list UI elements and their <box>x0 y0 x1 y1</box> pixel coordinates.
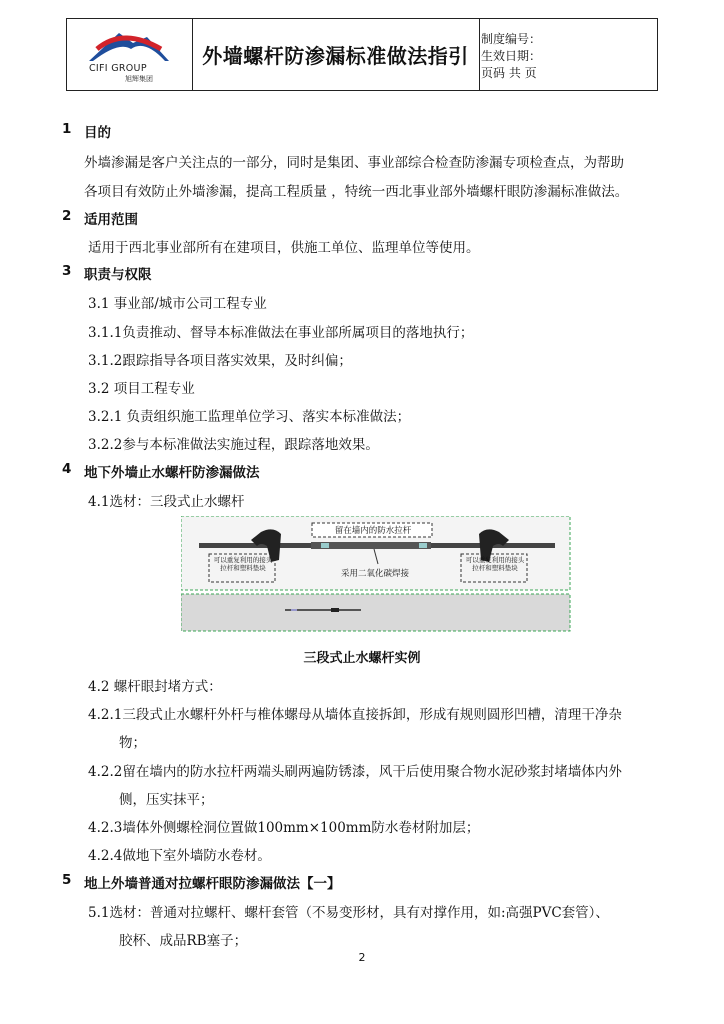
meta-code: 制度编号： <box>481 32 542 46</box>
section-number: 1 <box>62 121 72 137</box>
page-number: 2 <box>358 951 366 964</box>
section-title: 目的 <box>84 125 111 141</box>
para-3-2-1: 3.2.1 负责组织施工监理单位学习、落实本标准做法； <box>88 409 411 425</box>
logo-name: CIFI GROUP <box>89 63 147 74</box>
section-number: 4 <box>62 461 72 477</box>
document-header <box>66 18 658 91</box>
para-5-1-line1: 5.1选材：普通对拉螺杆、螺杆套管（不易变形材，具有对撑作用，如:高强PVC套管）、 <box>88 905 609 921</box>
para-4-2-1-line2: 物； <box>119 735 146 751</box>
document-meta <box>479 19 657 90</box>
para-3-2-2: 3.2.2参与本标准做法实施过程，跟踪落地效果。 <box>88 437 379 453</box>
para-3-1-1: 3.1.1负责推动、督导本标准做法在事业部所属项目的落地执行； <box>88 325 474 341</box>
para-4-2-2-line1: 4.2.2留在墙内的防水拉杆两端头刷两遍防锈漆，风干后使用聚合物水泥砂浆封堵墙体内外 <box>88 764 622 780</box>
para-purpose-line2: 各项目有效防止外墙渗漏，提高工程质量 ，特统一西北事业部外墙螺杆眼防渗漏标准做法。 <box>84 184 629 200</box>
meta-pages: 页码 共 页 <box>481 66 537 80</box>
para-4-2-2-line2: 侧，压实抹平； <box>119 792 214 808</box>
para-4-2-4: 4.2.4做地下室外墙防水卷材。 <box>88 848 271 864</box>
meta-date: 生效日期： <box>481 49 542 63</box>
document-title: 外墙螺杆防渗漏标准做法指引 <box>192 19 480 90</box>
para-4-2-3: 4.2.3墙体外侧螺栓洞位置做100mm×100mm防水卷材附加层； <box>88 820 480 836</box>
section-number: 5 <box>62 872 72 888</box>
para-3-2: 3.2 项目工程专业 <box>88 381 195 397</box>
section-title: 适用范围 <box>84 212 138 228</box>
logo-subtitle: 旭辉集团 <box>125 75 153 83</box>
fig-label-right: 可以重复利用的接头拉杆和塑料垫块 <box>465 556 525 572</box>
fig-label-left: 可以重复利用的接头拉杆和塑料垫块 <box>213 556 273 572</box>
section-title: 地下外墙止水螺杆防渗漏做法 <box>84 465 260 481</box>
para-4-2-1-line1: 4.2.1三段式止水螺杆外杆与椎体螺母从墙体直接拆卸，形成有规则圆形凹槽，清理干净杂 <box>88 707 622 723</box>
section-number: 3 <box>62 263 72 279</box>
fig-label-weld: 采用二氧化碳焊接 <box>341 569 410 579</box>
para-4-1: 4.1选材：三段式止水螺杆 <box>88 494 245 510</box>
logo-cell <box>67 19 193 90</box>
section-title: 地上外墙普通对拉螺杆眼防渗漏做法【一】 <box>84 876 341 892</box>
para-3-1-2: 3.1.2跟踪指导各项目落实效果，及时纠偏； <box>88 353 352 369</box>
para-scope: 适用于西北事业部所有在建项目，供施工单位、监理单位等使用。 <box>88 240 480 256</box>
section-title: 职责与权限 <box>84 267 152 283</box>
figure-caption: 三段式止水螺杆实例 <box>303 651 421 666</box>
para-4-2: 4.2 螺杆眼封堵方式： <box>88 679 222 695</box>
fig-label-wall-rod: 留在墙内的防水拉杆 <box>334 526 412 536</box>
bolt-figure <box>181 516 571 632</box>
para-3-1: 3.1 事业部/城市公司工程专业 <box>88 296 267 312</box>
section-number: 2 <box>62 208 72 224</box>
para-5-1-line2: 胶杯、成品RB塞子； <box>119 933 248 949</box>
para-purpose-line1: 外墙渗漏是客户关注点的一部分，同时是集团、事业部综合检查防渗漏专项检查点，为帮助 <box>84 155 624 171</box>
